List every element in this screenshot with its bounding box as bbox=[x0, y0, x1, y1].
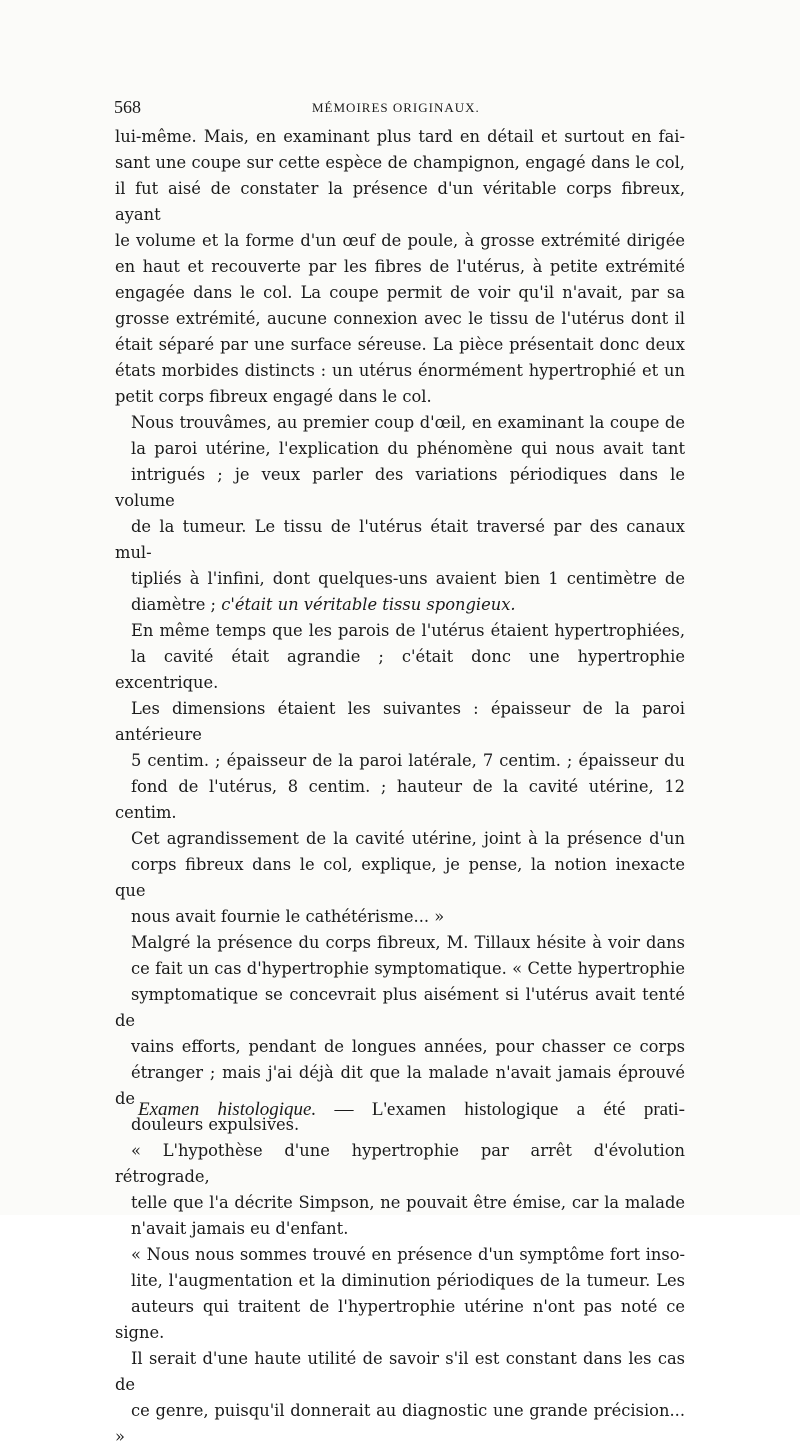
italic-phrase: c'était un véritable tissu spongieux. bbox=[221, 595, 516, 614]
text-line: Il serait d'une haute utilité de savoir s'il est constant dans les cas de bbox=[115, 1349, 685, 1394]
paragraph bbox=[115, 618, 685, 826]
page-header bbox=[114, 97, 684, 121]
text-line: Malgré la présence du corps fibreux, M. Tillaux hésite à voir dans bbox=[131, 933, 685, 952]
text-line: « Nous nous sommes trouvé en présence d'un symptôme fort inso- bbox=[131, 1245, 685, 1264]
running-title: MÉMOIRES ORIGINAUX. bbox=[312, 100, 480, 115]
section-heading: Examen histologique. bbox=[138, 1099, 317, 1120]
text-line: la paroi utérine, l'explication du phénomène qui nous avait tant bbox=[131, 439, 685, 458]
text-line: était séparé par une surface séreuse. La pièce présentait donc deux bbox=[115, 335, 685, 354]
text-line: la cavité était agrandie ; c'était donc une hypertrophie excentrique. bbox=[115, 647, 685, 692]
text-line: lite, l'augmentation et la diminution périodiques de la tumeur. Les bbox=[131, 1271, 685, 1290]
body-text bbox=[115, 124, 685, 1450]
text-line: ce fait un cas d'hypertrophie symptomatique. « Cette hypertrophie bbox=[131, 959, 685, 978]
text-fragment: diamètre ; bbox=[131, 595, 217, 614]
section-heading-line bbox=[138, 1096, 685, 1124]
text-line: étranger ; mais j'ai déjà dit que la malade n'avait jamais éprouvé de bbox=[115, 1063, 685, 1108]
text-line: En même temps que les parois de l'utérus étaient hypertrophiées, bbox=[131, 621, 685, 640]
text-line-last bbox=[115, 592, 685, 618]
text-line: Cet agrandissement de la cavité utérine, joint à la présence d'un bbox=[131, 829, 685, 848]
text-line: tipliés à l'infini, dont quelques-uns avaient bien 1 centimètre de bbox=[131, 569, 685, 588]
page-number: 568 bbox=[114, 97, 141, 117]
text-line: corps fibreux dans le col, explique, je pense, la notion inexacte que bbox=[115, 855, 685, 900]
text-line: auteurs qui traitent de l'hypertrophie utérine n'ont pas noté ce signe. bbox=[115, 1297, 685, 1342]
text-line-last bbox=[115, 904, 685, 930]
text-fragment: douleurs expulsives. bbox=[131, 1115, 300, 1134]
text-line-last bbox=[115, 384, 685, 410]
paragraph bbox=[115, 124, 685, 410]
text-fragment: nous avait fournie le cathétérisme... » bbox=[131, 907, 445, 926]
text-line: vains efforts, pendant de longues années, pour chasser ce corps bbox=[131, 1037, 685, 1056]
paragraph bbox=[115, 826, 685, 930]
text-line: le volume et la forme d'un œuf de poule, à grosse extrémité dirigée bbox=[115, 231, 685, 250]
text-fragment: petit corps fibreux engagé dans le col. bbox=[115, 387, 432, 406]
text-line: symptomatique se concevrait plus aisément si l'utérus avait tenté de bbox=[115, 985, 685, 1030]
text-line: sant une coupe sur cette espèce de champignon, engagé dans le col, bbox=[115, 153, 685, 172]
text-line: en haut et recouverte par les fibres de l'utérus, à petite extrémité bbox=[115, 257, 685, 276]
text-line: de la tumeur. Le tissu de l'utérus était traversé par des canaux mul- bbox=[115, 517, 685, 562]
text-line: engagée dans le col. La coupe permit de voir qu'il n'avait, par sa bbox=[115, 283, 685, 302]
text-line: grosse extrémité, aucune connexion avec le tissu de l'utérus dont il bbox=[115, 309, 685, 328]
text-line: il fut aisé de constater la présence d'un véritable corps fibreux, ayant bbox=[115, 179, 685, 224]
text-line: ce genre, puisqu'il donnerait au diagnostic une grande précision... » bbox=[115, 1401, 685, 1446]
text-line: « L'hypothèse d'une hypertrophie par arrêt d'évolution rétrograde, bbox=[115, 1141, 685, 1186]
text-line: Les dimensions étaient les suivantes : épaisseur de la paroi antérieure bbox=[115, 699, 685, 744]
text-fragment: n'avait jamais eu d'enfant. bbox=[131, 1219, 349, 1238]
text-line: états morbides distincts : un utérus énormément hypertrophié et un bbox=[115, 361, 685, 380]
paragraph bbox=[115, 1138, 685, 1242]
text-line: lui-même. Mais, en examinant plus tard en détail et surtout en fai- bbox=[115, 127, 685, 146]
text-line: 5 centim. ; épaisseur de la paroi latérale, 7 centim. ; épaisseur du bbox=[131, 751, 685, 770]
text-line: intrigués ; je veux parler des variations périodiques dans le volume bbox=[115, 465, 685, 510]
text-line: telle que l'a décrite Simpson, ne pouvait être émise, car la malade bbox=[131, 1193, 685, 1212]
text-line: fond de l'utérus, 8 centim. ; hauteur de la cavité utérine, 12 centim. bbox=[115, 777, 685, 822]
paragraph bbox=[115, 1242, 685, 1450]
text-line-last bbox=[115, 1216, 685, 1242]
paragraph bbox=[115, 410, 685, 618]
text-line: Nous trouvâmes, au premier coup d'œil, en examinant la coupe de bbox=[131, 413, 685, 432]
section-heading-continuation: — L'examen histologique a été prati- bbox=[316, 1099, 685, 1120]
